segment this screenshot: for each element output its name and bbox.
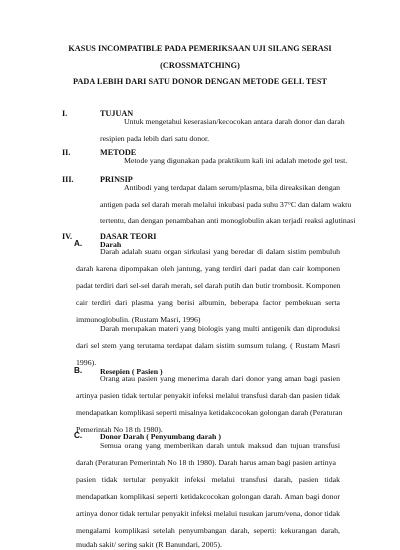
donor-line: mendapatkan komplikasi seperti ketidakcocokan golongan darah. Aman bagi donor [76, 492, 340, 501]
subsection-heading-resepien: Resepien ( Pasien ) [100, 367, 163, 376]
section-heading-prinsip: PRINSIP [100, 175, 133, 184]
section-heading-metode: METODE [100, 148, 137, 157]
metode-line: Metode yang digunakan pada praktikum kali ini adalah metode gel test. [124, 156, 348, 165]
resepien-line: artinya pasien tidak tertular penyakit infeksi melalui transfusi darah dan pasien tidak [76, 391, 340, 400]
resepien-line: Pemerintah No 18 th 1980). [76, 425, 163, 434]
section-number-prinsip: III. [62, 175, 74, 184]
darah-line: 1996). [76, 358, 97, 367]
darah-line: cair terdiri dari plasma yang berisi albumin, beberapa factor pembekuan serta [76, 298, 340, 307]
donor-line: Semua orang yang memberikan darah untuk maksud dan tujuan transfusi [100, 441, 340, 450]
subsection-heading-donor-darah: Donor Darah ( Penyumbang darah ) [100, 432, 221, 441]
darah-line: padat terdiri dari sel-sel darah merah, sel darah putih dan butir trombosit. Komponen [76, 281, 341, 290]
subsection-heading-darah: Darah [100, 240, 122, 249]
darah-line: immunoglobulin. (Rustam Masri, 1996) [76, 315, 201, 324]
darah-line: Darah adalah suatu organ sirkulasi yang beredar di dalam sistim pembuluh [100, 247, 340, 256]
tujuan-line: resipien pada lebih dari satu donor. [100, 134, 210, 143]
donor-line: darah (Peraturan Pemerintah No 18 th 1980). Darah harus aman bagi pasien artinya [76, 458, 337, 467]
tujuan-line: Untuk mengetahui keserasian/kecocokan antara darah donor dan darah [124, 117, 345, 126]
donor-line: mudah sakit/ sering sakit (R Banundari, 2005). [76, 540, 222, 549]
subsection-letter-a: A. [74, 239, 83, 248]
subsection-letter-b: B. [74, 366, 83, 375]
section-heading-tujuan: TUJUAN [100, 109, 134, 118]
document-title-line-3: PADA LEBIH DARI SATU DONOR DENGAN METODE GELL TEST [73, 77, 327, 86]
document-title-line-2: (CROSSMATCHING) [160, 61, 240, 70]
section-number-tujuan: I. [62, 109, 68, 118]
darah-line: Darah merupakan materi yang biologis yang multi antigenik dan diproduksi [100, 324, 340, 333]
section-number-dasar-teori: IV. [62, 232, 73, 241]
prinsip-line: Antibodi yang terdapat dalam serum/plasma, bila direaksikan dengan [124, 183, 341, 192]
prinsip-line: tertentu, dan dengan penambahan anti monoglobulin akan terjadi reaksi aglutinasi [100, 216, 356, 225]
resepien-line: mendapatkan komplikasi seperti misalnya ketidakcocokan golongan darah (Peraturan [76, 408, 343, 417]
darah-line: dari sel stem yang terutama terdapat dalam sistim sumsum tulang. ( Rustam Masri [76, 341, 340, 350]
section-heading-dasar-teori: DASAR TEORI [100, 232, 157, 241]
section-number-metode: II. [62, 148, 71, 157]
prinsip-line: antigen pada sel darah merah melalui inkubasi pada suhu 37°C dan dalam waktu [100, 200, 352, 209]
donor-line: mengalami komplikasi setelah penyumbangan darah, seperti: kekurangan darah, [76, 526, 340, 535]
donor-line: pasien tidak tertular penyakit infeksi melalui transfusi darah, pasien tidak [76, 475, 340, 484]
subsection-letter-c: C. [74, 431, 83, 440]
document-title-line-1: KASUS INCOMPATIBLE PADA PEMERIKSAAN UJI SILANG SERASI [68, 44, 332, 53]
donor-line: artinya donor tidak tertular penyakit infeksi melalui tusukan jarum/vena, donor tidak [76, 509, 340, 518]
resepien-line: Orang atau pasien yang menerima darah dari donor yang aman bagi pasien [100, 374, 340, 383]
darah-line: darah karena dipompakan oleh jantung, yang terdiri dari padat dan cair komponen [76, 264, 340, 273]
